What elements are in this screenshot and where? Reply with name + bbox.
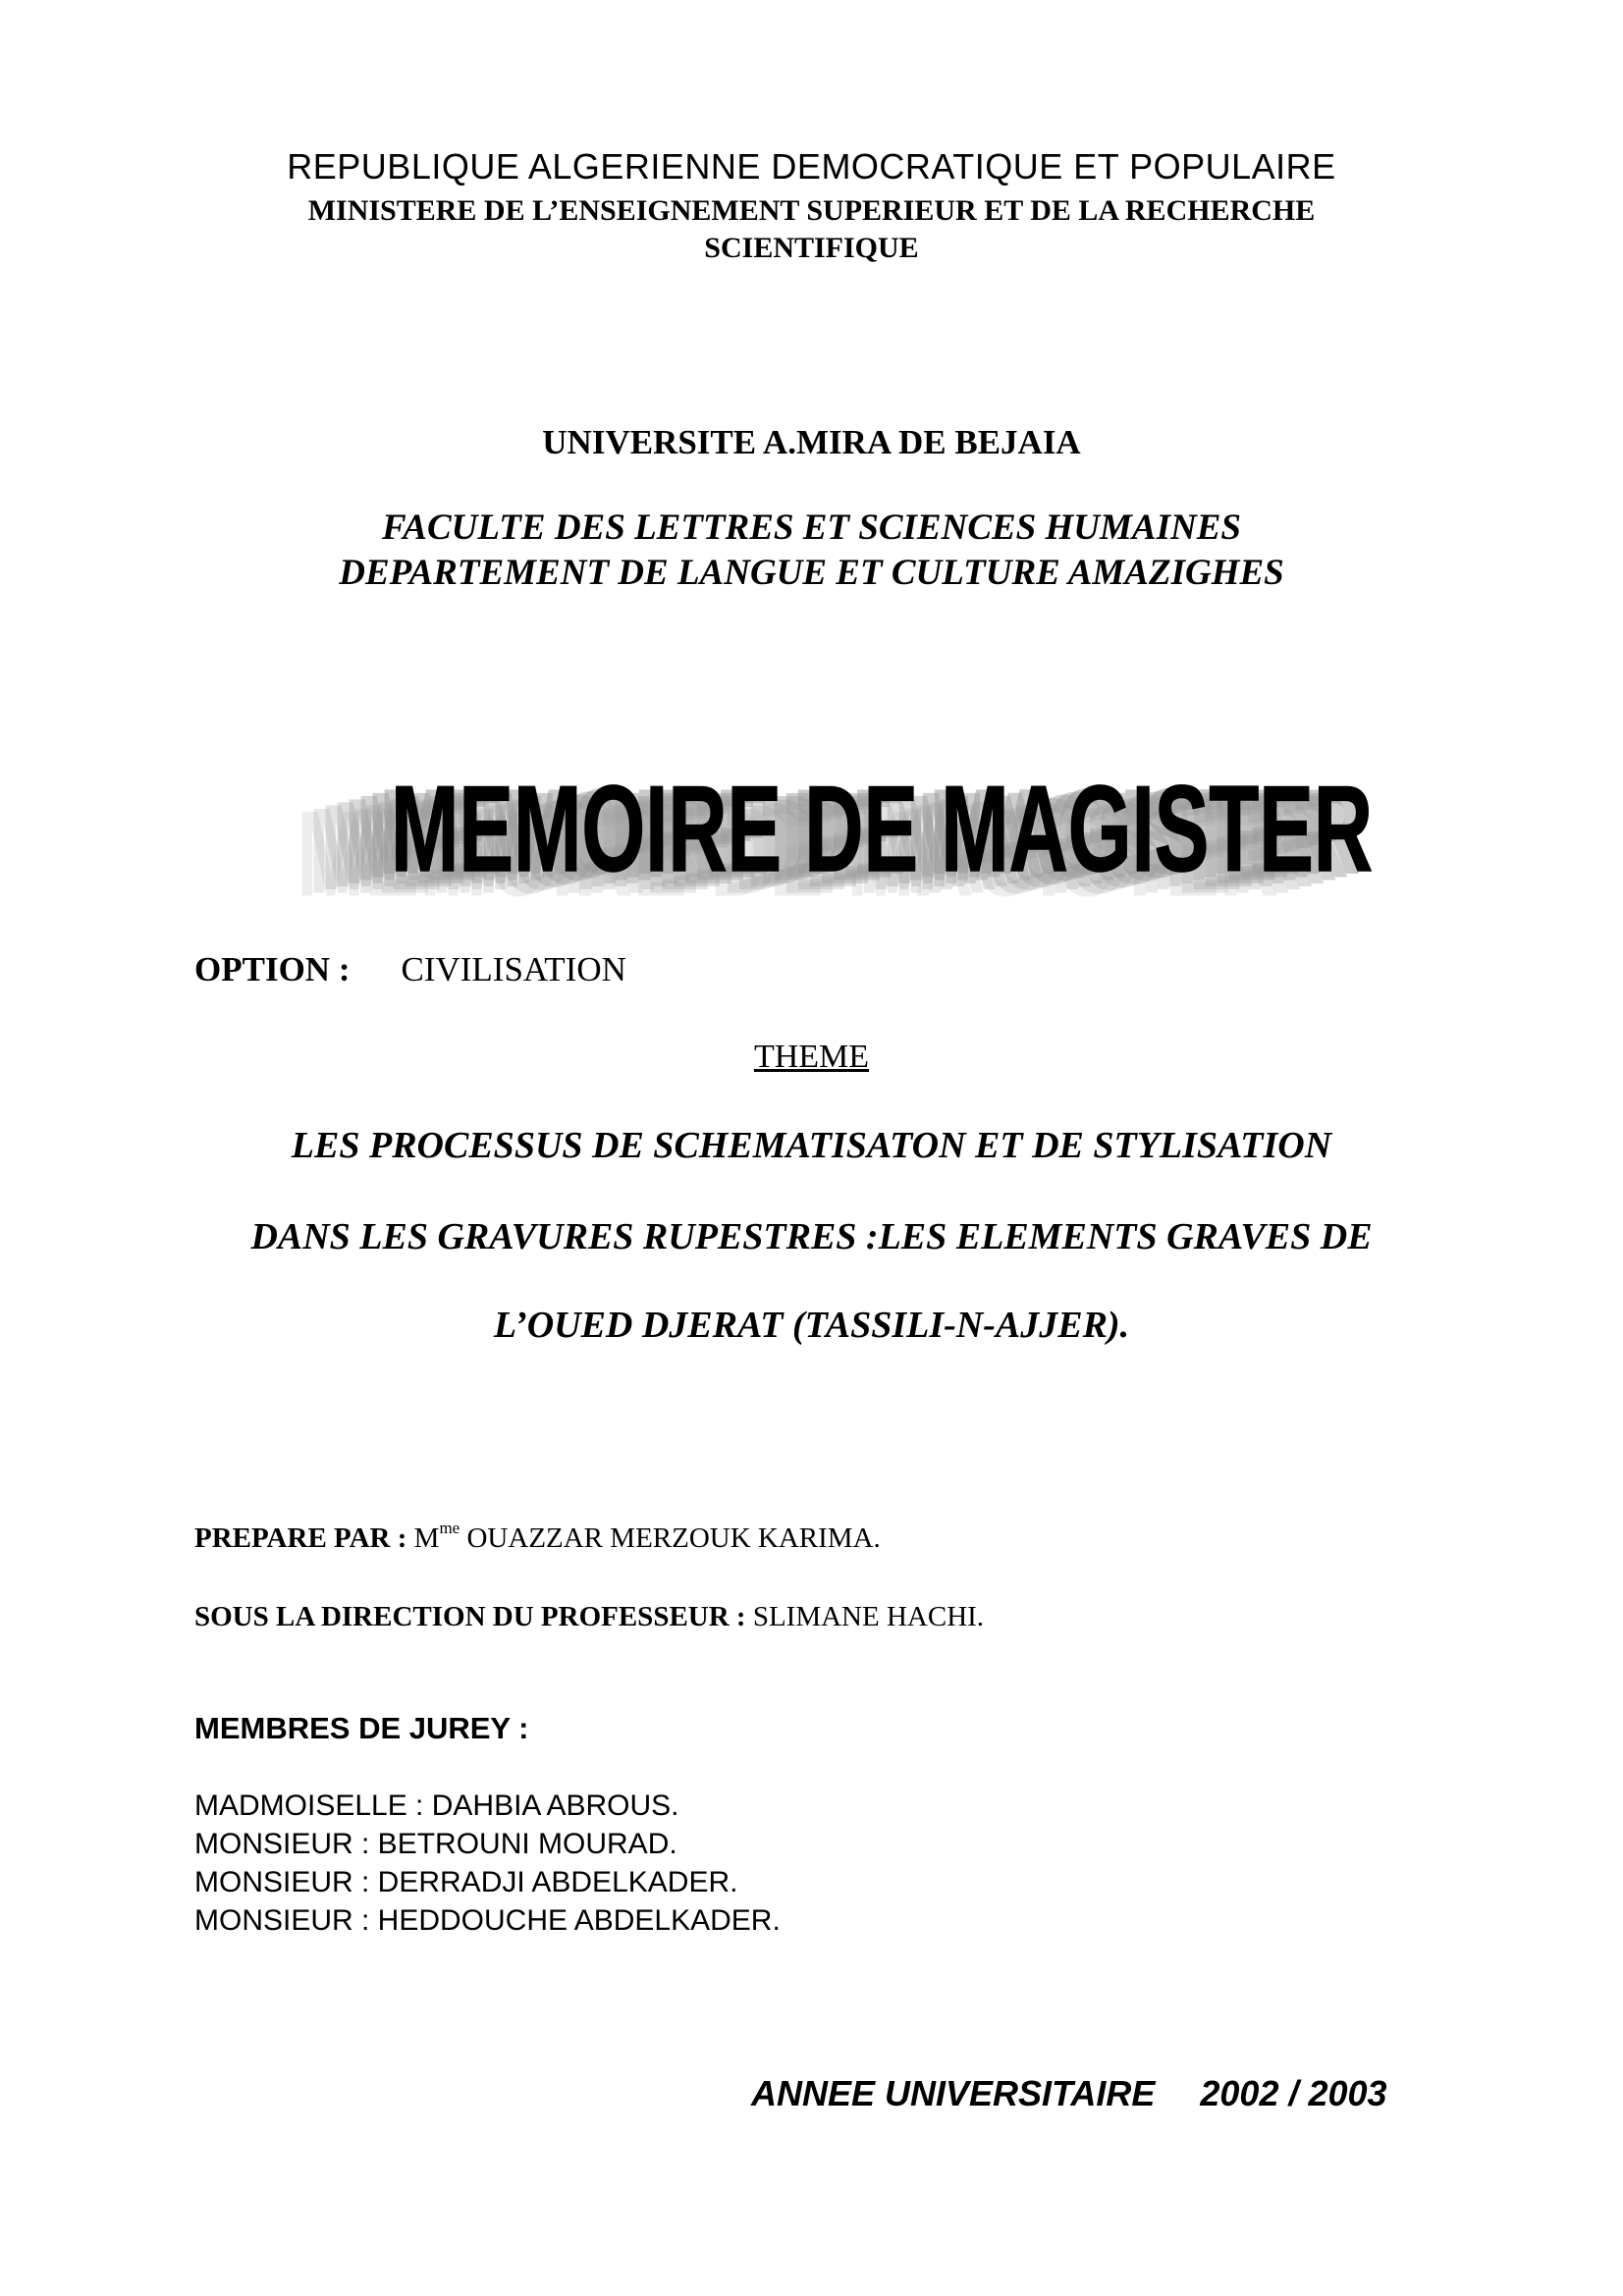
author-title: M — [413, 1522, 440, 1554]
jury-member: MONSIEUR : DERRADJI ABDELKADER. — [194, 1866, 738, 1898]
jury-member: MONSIEUR : BETROUNI MOURAD. — [194, 1828, 677, 1860]
prepared-by-row — [194, 1519, 881, 1554]
ministry-heading-continued: SCIENTIFIQUE — [704, 232, 919, 264]
academic-year-value: 2002 / 2003 — [1200, 2073, 1387, 2113]
republic-heading: REPUBLIQUE ALGERIENNE DEMOCRATIQUE ET POPULAIRE — [287, 146, 1336, 187]
title-shadow-layer: MEMOIRE DE MAGISTER — [297, 786, 1278, 923]
title-shadow-layer: MEMOIRE DE MAGISTER — [344, 774, 1325, 910]
supervisor-label: SOUS LA DIRECTION DU PROFESSEUR : — [194, 1601, 746, 1632]
theme-label: THEME — [753, 1039, 870, 1075]
academic-year-row — [751, 2073, 1387, 2113]
jury-member: MADMOISELLE : DAHBIA ABROUS. — [194, 1789, 679, 1822]
title-shadow-layer: MEMOIRE DE MAGISTER — [332, 777, 1314, 913]
prepared-by-label: PREPARE PAR : — [194, 1522, 407, 1554]
title-shadow-layer: MEMOIRE DE MAGISTER — [355, 771, 1337, 907]
thesis-title-graphic — [295, 731, 1375, 923]
faculty-name: FACULTE DES LETTRES ET SCIENCES HUMAINES — [382, 507, 1241, 548]
jury-member: MONSIEUR : HEDDOUCHE ABDELKADER. — [194, 1904, 781, 1937]
title-shadow-layer: MEMOIRE DE MAGISTER — [379, 765, 1361, 901]
supervisor-row — [194, 1603, 984, 1631]
author-title-superscript: me — [439, 1519, 460, 1537]
supervisor-name: SLIMANE HACHI. — [752, 1601, 985, 1632]
theme-line: L’OUED DJERAT (TASSILI-N-AJJER). — [493, 1305, 1130, 1346]
title-shadow-layer: MEMOIRE DE MAGISTER — [367, 768, 1349, 904]
option-value: CIVILISATION — [401, 950, 626, 988]
theme-line: LES PROCESSUS DE SCHEMATISATON ET DE STYLISATION — [291, 1125, 1332, 1166]
option-label: OPTION : — [194, 950, 351, 988]
academic-year-label: ANNEE UNIVERSITAIRE — [751, 2073, 1156, 2113]
thesis-title-wordart — [295, 731, 1375, 923]
ministry-heading: MINISTERE DE L’ENSEIGNEMENT SUPERIEUR ET DE LA RECHERCHE — [307, 194, 1316, 227]
author-name: OUAZZAR MERZOUK KARIMA. — [466, 1522, 881, 1554]
title-shadow-layer: MEMOIRE DE MAGISTER — [308, 783, 1290, 920]
university-name: UNIVERSITE A.MIRA DE BEJAIA — [542, 423, 1081, 461]
department-name: DEPARTEMENT DE LANGUE ET CULTURE AMAZIGHES — [339, 553, 1284, 593]
thesis-title-text: MEMOIRE DE MAGISTER — [391, 762, 1373, 897]
title-shadow-layer: MEMOIRE DE MAGISTER — [320, 780, 1302, 917]
option-row — [194, 952, 626, 987]
jury-heading: MEMBRES DE JUREY : — [194, 1711, 529, 1745]
theme-line: DANS LES GRAVURES RUPESTRES :LES ELEMENTS GRAVES DE — [250, 1216, 1373, 1257]
